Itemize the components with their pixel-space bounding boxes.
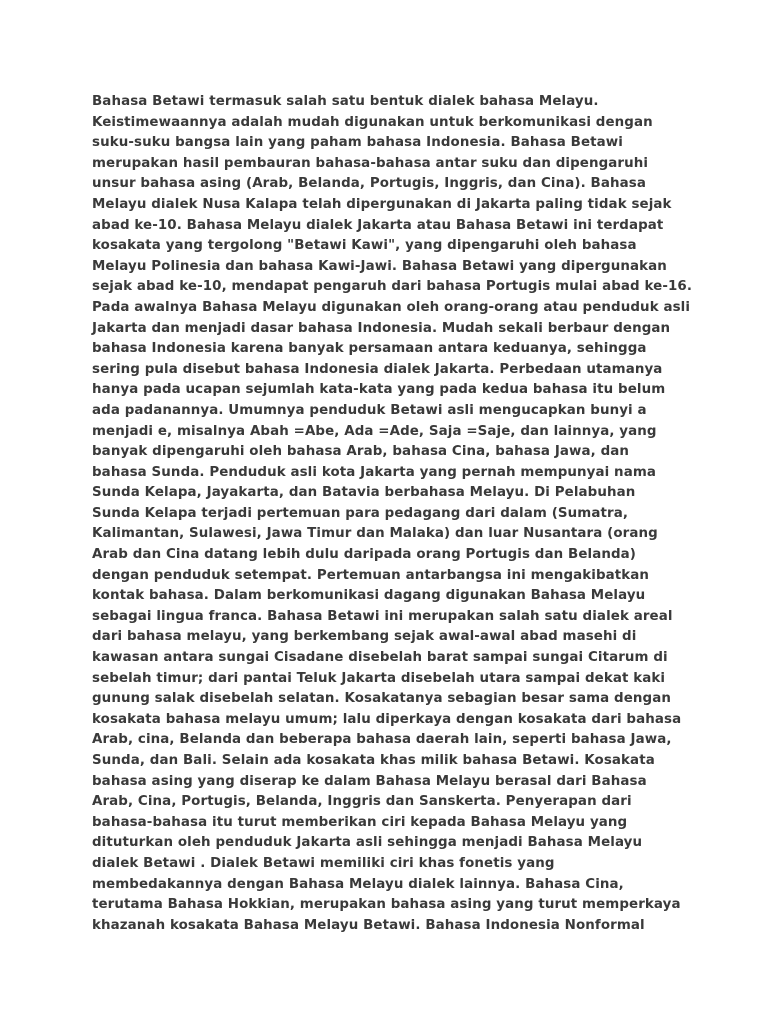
text-line: abad ke-10. Bahasa Melayu dialek Jakarta atau Bahasa Betawi ini terdapat <box>92 217 664 233</box>
text-line: sebagai lingua franca. Bahasa Betawi ini merupakan salah satu dialek areal <box>92 608 673 624</box>
text-line: kawasan antara sungai Cisadane disebelah barat sampai sungai Citarum di <box>92 650 668 666</box>
text-line: Sunda Kelapa terjadi pertemuan para pedagang dari dalam (Sumatra, <box>92 505 629 521</box>
text-line: gunung salak disebelah selatan. Kosakatanya sebagian besar sama dengan <box>92 691 671 707</box>
text-line: bahasa Sunda. Penduduk asli kota Jakarta yang pernah mempunyai nama <box>92 464 657 480</box>
text-line: banyak dipengaruhi oleh bahasa Arab, bahasa Cina, bahasa Jawa, dan <box>92 444 630 460</box>
text-line: suku-suku bangsa lain yang paham bahasa Indonesia. Bahasa Betawi <box>92 135 623 151</box>
text-line: Melayu dialek Nusa Kalapa telah dipergunakan di Jakarta paling tidak sejak <box>92 196 672 212</box>
text-line: terutama Bahasa Hokkian, merupakan bahasa asing yang turut memperkaya <box>92 897 681 913</box>
text-line: membedakannya dengan Bahasa Melayu dialek lainnya. Bahasa Cina, <box>92 876 624 892</box>
text-line: dari bahasa melayu, yang berkembang sejak awal-awal abad masehi di <box>92 629 637 645</box>
text-line: Jakarta dan menjadi dasar bahasa Indonesia. Mudah sekali berbaur dengan <box>92 320 671 336</box>
text-line: hanya pada ucapan sejumlah kata-kata yang pada kedua bahasa itu belum <box>92 382 666 398</box>
text-line: Pada awalnya Bahasa Melayu digunakan oleh orang-orang atau penduduk asli <box>92 299 691 315</box>
text-line: sering pula disebut bahasa Indonesia dialek Jakarta. Perbedaan utamanya <box>92 361 663 377</box>
text-line: Arab, Cina, Portugis, Belanda, Inggris dan Sanskerta. Penyerapan dari <box>92 794 632 810</box>
text-line: Keistimewaannya adalah mudah digunakan untuk berkomunikasi dengan <box>92 114 653 130</box>
text-line: ada padanannya. Umumnya penduduk Betawi asli mengucapkan bunyi a <box>92 402 647 418</box>
text-line: merupakan hasil pembauran bahasa-bahasa antar suku dan dipengaruhi <box>92 155 649 171</box>
text-line: dialek Betawi . Dialek Betawi memiliki ciri khas fonetis yang <box>92 855 555 871</box>
text-line: bahasa Indonesia karena banyak persamaan antara keduanya, sehingga <box>92 341 647 357</box>
text-line: unsur bahasa asing (Arab, Belanda, Portugis, Inggris, dan Cina). Bahasa <box>92 176 646 192</box>
text-line: Melayu Polinesia dan bahasa Kawi-Jawi. Bahasa Betawi yang dipergunakan <box>92 258 667 274</box>
text-line: sebelah timur; dari pantai Teluk Jakarta disebelah utara sampai dekat kaki <box>92 670 666 686</box>
text-line: Sunda, dan Bali. Selain ada kosakata khas milik bahasa Betawi. Kosakata <box>92 753 655 768</box>
text-line: Kalimantan, Sulawesi, Jawa Timur dan Malaka) dan luar Nusantara (orang <box>92 526 658 542</box>
text-line: menjadi e, misalnya Abah =Abe, Ada =Ade, Saja =Saje, dan lainnya, yang <box>92 423 657 439</box>
text-line: dituturkan oleh penduduk Jakarta asli sehingga menjadi Bahasa Melayu <box>92 835 643 851</box>
text-line: Arab dan Cina datang lebih dulu daripada orang Portugis dan Belanda) <box>92 547 637 563</box>
body-text <box>92 92 692 936</box>
text-line: Arab, cina, Belanda dan beberapa bahasa daerah lain, seperti bahasa Jawa, <box>92 732 672 748</box>
text-line: Sunda Kelapa, Jayakarta, dan Batavia berbahasa Melayu. Di Pelabuhan <box>92 485 636 501</box>
text-line: khazanah kosakata Bahasa Melayu Betawi. Bahasa Indonesia Nonformal <box>92 917 645 933</box>
text-line: bahasa asing yang diserap ke dalam Bahasa Melayu berasal dari Bahasa <box>92 773 647 789</box>
text-line: kontak bahasa. Dalam berkomunikasi dagang digunakan Bahasa Melayu <box>92 588 646 604</box>
text-line: sejak abad ke-10, mendapat pengaruh dari bahasa Portugis mulai abad ke-16. <box>92 279 693 295</box>
text-line: Bahasa Betawi termasuk salah satu bentuk dialek bahasa Melayu. <box>92 94 599 109</box>
text-line: dengan penduduk setempat. Pertemuan antarbangsa ini mengakibatkan <box>92 567 650 583</box>
text-line: kosakata bahasa melayu umum; lalu diperkaya dengan kosakata dari bahasa <box>92 711 682 727</box>
text-line: kosakata yang tergolong "Betawi Kawi", yang dipengaruhi oleh bahasa <box>92 238 637 254</box>
text-line: bahasa-bahasa itu turut memberikan ciri kepada Bahasa Melayu yang <box>92 814 628 830</box>
